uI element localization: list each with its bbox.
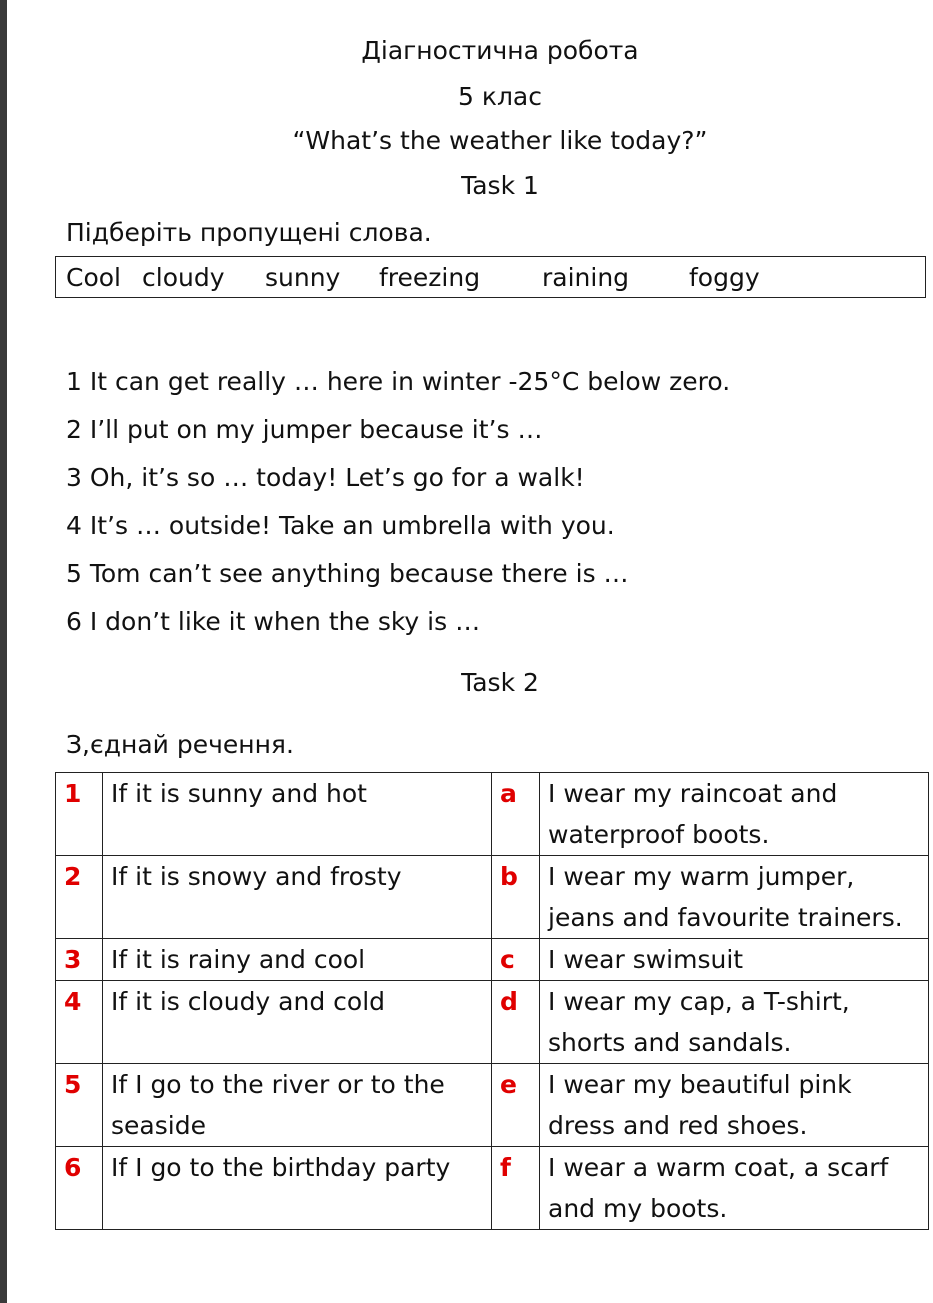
word-bank-item: freezing (379, 263, 481, 292)
word-bank-item: raining (542, 263, 630, 292)
clothing-cell: I wear my beautiful pink dress and red shoes. (540, 1064, 929, 1147)
task1-sentence: 1 It can get really … here in winter -25°C below zero. (66, 367, 731, 396)
clothing-cell: I wear swimsuit (540, 939, 929, 981)
task1-sentence: 6 I don’t like it when the sky is … (66, 607, 481, 636)
clothing-cell: I wear my cap, a T-shirt, shorts and sandals. (540, 981, 929, 1064)
word-bank-item: cloudy (142, 263, 225, 292)
clothing-cell: I wear my raincoat and waterproof boots. (540, 773, 929, 856)
row-letter: c (492, 939, 540, 981)
row-number: 3 (56, 939, 103, 981)
condition-cell: If it is snowy and frosty (103, 856, 492, 939)
page-title: Діагностична робота (361, 36, 639, 65)
matching-table (55, 772, 929, 1230)
clothing-cell: I wear my warm jumper, jeans and favourite trainers. (540, 856, 929, 939)
row-number: 5 (56, 1064, 103, 1147)
clothing-cell: I wear a warm coat, a scarf and my boots. (540, 1147, 929, 1230)
task2-heading: Task 2 (461, 668, 539, 697)
condition-cell: If I go to the birthday party (103, 1147, 492, 1230)
row-letter: e (492, 1064, 540, 1147)
word-bank-item: sunny (265, 263, 341, 292)
condition-cell: If it is sunny and hot (103, 773, 492, 856)
task1-sentence: 5 Tom can’t see anything because there is … (66, 559, 629, 588)
word-bank-item: Cool (66, 263, 121, 292)
task1-sentence: 4 It’s … outside! Take an umbrella with you. (66, 511, 615, 540)
task2-instruction: З,єднай речення. (66, 730, 294, 759)
condition-cell: If it is rainy and cool (103, 939, 492, 981)
task1-sentence: 3 Oh, it’s so … today! Let’s go for a walk! (66, 463, 585, 492)
table-row (56, 1064, 929, 1147)
row-number: 4 (56, 981, 103, 1064)
row-number: 2 (56, 856, 103, 939)
condition-cell: If it is cloudy and cold (103, 981, 492, 1064)
topic-title: “What’s the weather like today?” (292, 126, 708, 155)
task1-sentence: 2 I’ll put on my jumper because it’s … (66, 415, 543, 444)
task1-heading: Task 1 (461, 171, 539, 200)
row-number: 1 (56, 773, 103, 856)
row-letter: b (492, 856, 540, 939)
word-bank-item: foggy (689, 263, 760, 292)
row-letter: a (492, 773, 540, 856)
row-letter: d (492, 981, 540, 1064)
task1-instruction: Підберіть пропущені слова. (66, 218, 432, 247)
row-letter: f (492, 1147, 540, 1230)
row-number: 6 (56, 1147, 103, 1230)
grade-label: 5 клас (458, 82, 542, 111)
table-row (56, 939, 929, 981)
table-row (56, 1147, 929, 1230)
table-row (56, 773, 929, 856)
condition-cell: If I go to the river or to the seaside (103, 1064, 492, 1147)
table-row (56, 981, 929, 1064)
table-row (56, 856, 929, 939)
word-bank (55, 256, 926, 298)
